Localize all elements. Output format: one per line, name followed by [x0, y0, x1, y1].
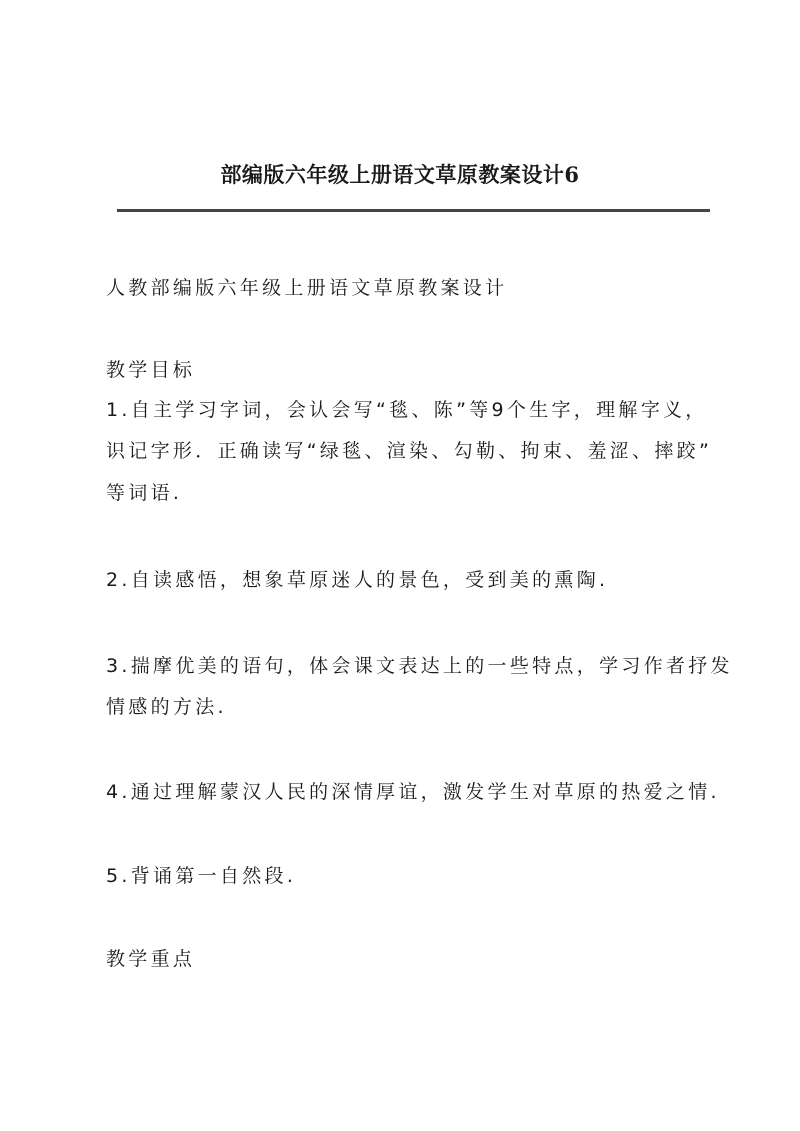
text-line: 4.通过理解蒙汉人民的深情厚谊，激发学生对草原的热爱之情.	[106, 781, 720, 803]
document-title: 部编版六年级上册语文草原教案设计6	[220, 162, 580, 187]
text-line: 等词语.	[106, 482, 183, 504]
text-line: 2.自读感悟，想象草原迷人的景色，受到美的熏陶.	[106, 569, 609, 591]
text-line: 3.揣摩优美的语句，体会课文表达上的一些特点，学习作者抒发	[106, 655, 733, 677]
title-divider	[117, 209, 710, 212]
text-line: 教学重点	[106, 948, 196, 970]
text-line: 情感的方法.	[106, 696, 227, 718]
text-line: 1.自主学习字词，会认会写“毯、陈”等9个生字，理解字义，	[106, 399, 708, 421]
text-line: 教学目标	[106, 359, 196, 381]
text-line: 人教部编版六年级上册语文草原教案设计	[106, 277, 508, 299]
text-line: 5.背诵第一自然段.	[106, 865, 297, 887]
text-line: 识记字形．正确读写“绿毯、渲染、勾勒、拘束、羞涩、摔跤”	[106, 440, 713, 462]
